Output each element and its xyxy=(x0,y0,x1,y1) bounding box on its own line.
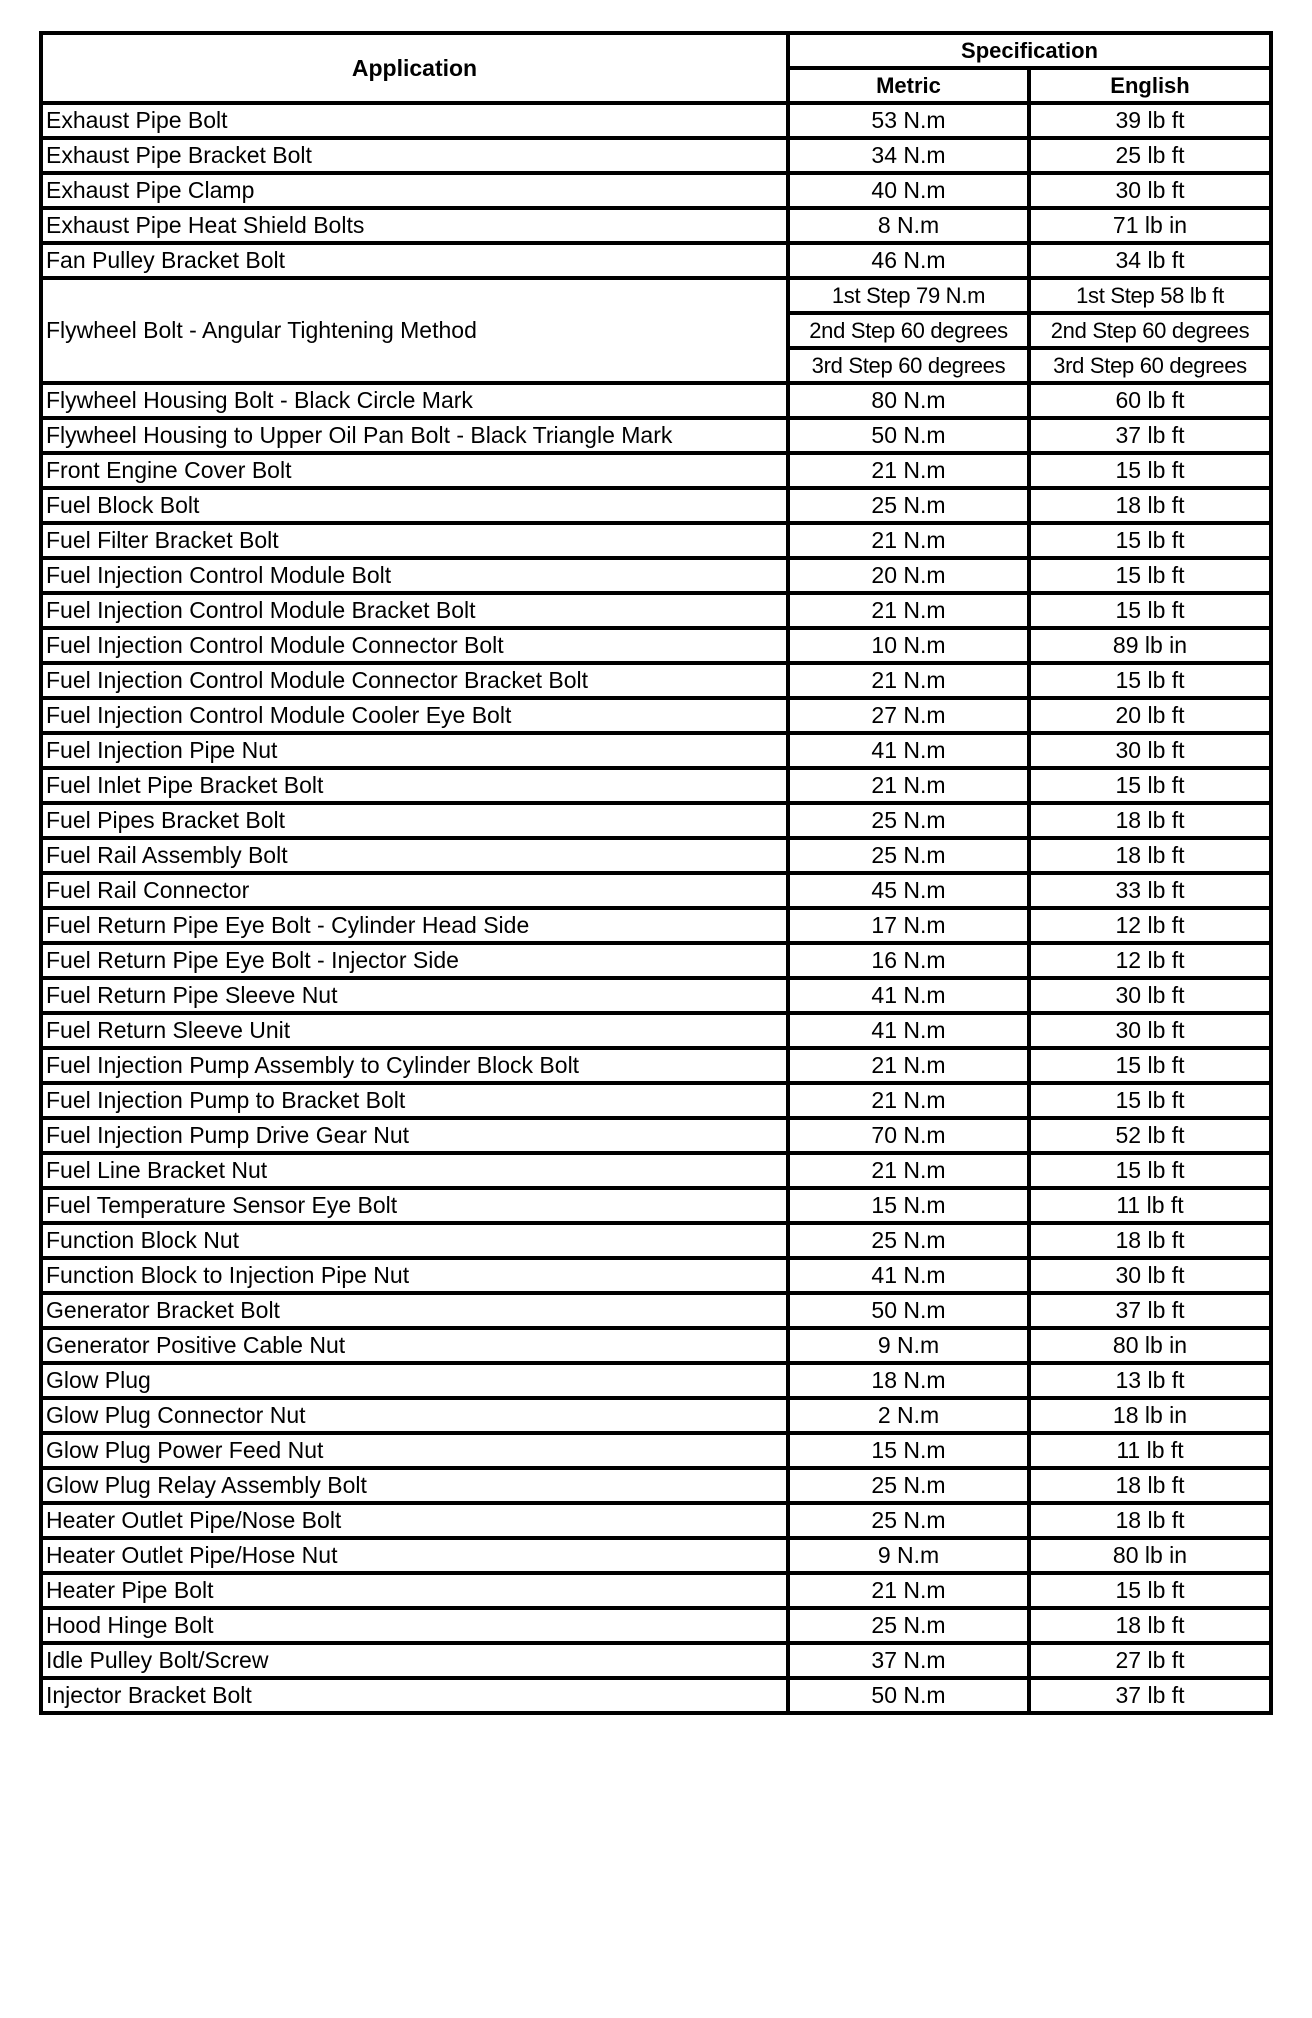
table-row xyxy=(41,1468,1271,1503)
metric-cell: 20 N.m xyxy=(788,558,1029,593)
metric-cell: 50 N.m xyxy=(788,1293,1029,1328)
table-row xyxy=(41,628,1271,663)
table-row xyxy=(41,943,1271,978)
application-cell: Fuel Injection Control Module Bolt xyxy=(41,558,788,593)
metric-cell: 25 N.m xyxy=(788,1223,1029,1258)
table-row xyxy=(41,768,1271,803)
application-cell: Flywheel Bolt - Angular Tightening Method xyxy=(41,278,788,383)
metric-cell: 21 N.m xyxy=(788,523,1029,558)
metric-cell: 25 N.m xyxy=(788,1608,1029,1643)
english-cell: 27 lb ft xyxy=(1029,1643,1271,1678)
application-cell: Fuel Return Pipe Eye Bolt - Cylinder Head Side xyxy=(41,908,788,943)
application-cell: Function Block to Injection Pipe Nut xyxy=(41,1258,788,1293)
table-row xyxy=(41,453,1271,488)
english-cell: 30 lb ft xyxy=(1029,733,1271,768)
english-cell: 15 lb ft xyxy=(1029,1153,1271,1188)
metric-cell: 41 N.m xyxy=(788,978,1029,1013)
table-row xyxy=(41,1573,1271,1608)
application-cell: Glow Plug Relay Assembly Bolt xyxy=(41,1468,788,1503)
metric-cell: 80 N.m xyxy=(788,383,1029,418)
application-cell: Fuel Block Bolt xyxy=(41,488,788,523)
application-cell: Fuel Inlet Pipe Bracket Bolt xyxy=(41,768,788,803)
application-cell: Fuel Injection Control Module Bracket Bolt xyxy=(41,593,788,628)
metric-cell: 18 N.m xyxy=(788,1363,1029,1398)
metric-cell: 21 N.m xyxy=(788,768,1029,803)
table-row xyxy=(41,1328,1271,1363)
application-cell: Fuel Rail Assembly Bolt xyxy=(41,838,788,873)
table-row xyxy=(41,173,1271,208)
table-row xyxy=(41,138,1271,173)
table-row xyxy=(41,838,1271,873)
metric-cell: 21 N.m xyxy=(788,1048,1029,1083)
application-cell: Glow Plug Connector Nut xyxy=(41,1398,788,1433)
table-row-flywheel-step xyxy=(41,278,1271,313)
application-cell: Generator Bracket Bolt xyxy=(41,1293,788,1328)
metric-cell: 45 N.m xyxy=(788,873,1029,908)
table-row xyxy=(41,103,1271,138)
metric-cell: 40 N.m xyxy=(788,173,1029,208)
application-cell: Function Block Nut xyxy=(41,1223,788,1258)
english-cell: 11 lb ft xyxy=(1029,1433,1271,1468)
table-row xyxy=(41,1678,1271,1713)
application-cell: Exhaust Pipe Bracket Bolt xyxy=(41,138,788,173)
metric-cell: 25 N.m xyxy=(788,488,1029,523)
specification-header: Specification xyxy=(788,33,1271,68)
english-header: English xyxy=(1029,68,1271,103)
metric-cell: 25 N.m xyxy=(788,838,1029,873)
english-cell: 80 lb in xyxy=(1029,1538,1271,1573)
metric-cell: 21 N.m xyxy=(788,593,1029,628)
english-cell: 34 lb ft xyxy=(1029,243,1271,278)
table-row xyxy=(41,978,1271,1013)
metric-cell: 46 N.m xyxy=(788,243,1029,278)
metric-cell: 41 N.m xyxy=(788,1013,1029,1048)
header-row-top xyxy=(41,33,1271,68)
english-cell: 2nd Step 60 degrees xyxy=(1029,313,1271,348)
english-cell: 15 lb ft xyxy=(1029,768,1271,803)
english-cell: 15 lb ft xyxy=(1029,593,1271,628)
application-cell: Fuel Injection Control Module Connector Bolt xyxy=(41,628,788,663)
table-row xyxy=(41,1433,1271,1468)
english-cell: 33 lb ft xyxy=(1029,873,1271,908)
application-header: Application xyxy=(41,33,788,103)
english-cell: 89 lb in xyxy=(1029,628,1271,663)
table-row xyxy=(41,908,1271,943)
table-row xyxy=(41,593,1271,628)
metric-cell: 21 N.m xyxy=(788,663,1029,698)
english-cell: 30 lb ft xyxy=(1029,978,1271,1013)
metric-header: Metric xyxy=(788,68,1029,103)
application-cell: Injector Bracket Bolt xyxy=(41,1678,788,1713)
table-row xyxy=(41,803,1271,838)
table-row xyxy=(41,1503,1271,1538)
application-cell: Fuel Injection Pump to Bracket Bolt xyxy=(41,1083,788,1118)
metric-cell: 50 N.m xyxy=(788,1678,1029,1713)
application-cell: Front Engine Cover Bolt xyxy=(41,453,788,488)
english-cell: 30 lb ft xyxy=(1029,173,1271,208)
english-cell: 71 lb in xyxy=(1029,208,1271,243)
table-row xyxy=(41,523,1271,558)
english-cell: 20 lb ft xyxy=(1029,698,1271,733)
metric-cell: 41 N.m xyxy=(788,733,1029,768)
application-cell: Fuel Filter Bracket Bolt xyxy=(41,523,788,558)
table-row xyxy=(41,1048,1271,1083)
metric-cell: 34 N.m xyxy=(788,138,1029,173)
metric-cell: 1st Step 79 N.m xyxy=(788,278,1029,313)
metric-cell: 70 N.m xyxy=(788,1118,1029,1153)
english-cell: 15 lb ft xyxy=(1029,1573,1271,1608)
application-cell: Fan Pulley Bracket Bolt xyxy=(41,243,788,278)
table-row xyxy=(41,663,1271,698)
table-row xyxy=(41,243,1271,278)
english-cell: 15 lb ft xyxy=(1029,663,1271,698)
application-cell: Heater Outlet Pipe/Hose Nut xyxy=(41,1538,788,1573)
application-cell: Generator Positive Cable Nut xyxy=(41,1328,788,1363)
table-row xyxy=(41,873,1271,908)
metric-cell: 3rd Step 60 degrees xyxy=(788,348,1029,383)
table-row xyxy=(41,1258,1271,1293)
table-row xyxy=(41,1118,1271,1153)
table-row xyxy=(41,1538,1271,1573)
english-cell: 18 lb ft xyxy=(1029,1608,1271,1643)
english-cell: 13 lb ft xyxy=(1029,1363,1271,1398)
metric-cell: 17 N.m xyxy=(788,908,1029,943)
metric-cell: 21 N.m xyxy=(788,1153,1029,1188)
application-cell: Heater Outlet Pipe/Nose Bolt xyxy=(41,1503,788,1538)
english-cell: 15 lb ft xyxy=(1029,1048,1271,1083)
metric-cell: 2 N.m xyxy=(788,1398,1029,1433)
application-cell: Fuel Rail Connector xyxy=(41,873,788,908)
metric-cell: 8 N.m xyxy=(788,208,1029,243)
table-header xyxy=(41,33,1271,103)
metric-cell: 41 N.m xyxy=(788,1258,1029,1293)
english-cell: 18 lb ft xyxy=(1029,488,1271,523)
english-cell: 15 lb ft xyxy=(1029,558,1271,593)
metric-cell: 21 N.m xyxy=(788,1573,1029,1608)
english-cell: 18 lb in xyxy=(1029,1398,1271,1433)
table-row xyxy=(41,418,1271,453)
english-cell: 80 lb in xyxy=(1029,1328,1271,1363)
table-row xyxy=(41,733,1271,768)
application-cell: Fuel Return Pipe Eye Bolt - Injector Side xyxy=(41,943,788,978)
application-cell: Fuel Injection Pump Drive Gear Nut xyxy=(41,1118,788,1153)
metric-cell: 16 N.m xyxy=(788,943,1029,978)
metric-cell: 10 N.m xyxy=(788,628,1029,663)
english-cell: 37 lb ft xyxy=(1029,1293,1271,1328)
table-body xyxy=(41,103,1271,1713)
table-row xyxy=(41,1188,1271,1223)
table-row xyxy=(41,383,1271,418)
metric-cell: 15 N.m xyxy=(788,1188,1029,1223)
table-row xyxy=(41,1363,1271,1398)
application-cell: Flywheel Housing Bolt - Black Circle Mark xyxy=(41,383,788,418)
english-cell: 25 lb ft xyxy=(1029,138,1271,173)
application-cell: Exhaust Pipe Clamp xyxy=(41,173,788,208)
metric-cell: 25 N.m xyxy=(788,1503,1029,1538)
application-cell: Fuel Injection Pump Assembly to Cylinder Block Bolt xyxy=(41,1048,788,1083)
application-cell: Fuel Injection Control Module Connector Bracket Bolt xyxy=(41,663,788,698)
application-cell: Fuel Temperature Sensor Eye Bolt xyxy=(41,1188,788,1223)
application-cell: Fuel Return Sleeve Unit xyxy=(41,1013,788,1048)
application-cell: Hood Hinge Bolt xyxy=(41,1608,788,1643)
english-cell: 37 lb ft xyxy=(1029,1678,1271,1713)
table-row xyxy=(41,1398,1271,1433)
application-cell: Fuel Injection Pipe Nut xyxy=(41,733,788,768)
english-cell: 15 lb ft xyxy=(1029,1083,1271,1118)
application-cell: Exhaust Pipe Heat Shield Bolts xyxy=(41,208,788,243)
english-cell: 1st Step 58 lb ft xyxy=(1029,278,1271,313)
english-cell: 12 lb ft xyxy=(1029,908,1271,943)
metric-cell: 27 N.m xyxy=(788,698,1029,733)
english-cell: 39 lb ft xyxy=(1029,103,1271,138)
metric-cell: 2nd Step 60 degrees xyxy=(788,313,1029,348)
english-cell: 18 lb ft xyxy=(1029,803,1271,838)
english-cell: 30 lb ft xyxy=(1029,1258,1271,1293)
metric-cell: 25 N.m xyxy=(788,1468,1029,1503)
table-row xyxy=(41,1223,1271,1258)
english-cell: 15 lb ft xyxy=(1029,453,1271,488)
english-cell: 3rd Step 60 degrees xyxy=(1029,348,1271,383)
english-cell: 18 lb ft xyxy=(1029,1468,1271,1503)
metric-cell: 21 N.m xyxy=(788,1083,1029,1118)
metric-cell: 9 N.m xyxy=(788,1328,1029,1363)
metric-cell: 37 N.m xyxy=(788,1643,1029,1678)
metric-cell: 53 N.m xyxy=(788,103,1029,138)
table-row xyxy=(41,698,1271,733)
english-cell: 60 lb ft xyxy=(1029,383,1271,418)
english-cell: 30 lb ft xyxy=(1029,1013,1271,1048)
english-cell: 11 lb ft xyxy=(1029,1188,1271,1223)
application-cell: Fuel Injection Control Module Cooler Eye Bolt xyxy=(41,698,788,733)
metric-cell: 50 N.m xyxy=(788,418,1029,453)
table-row xyxy=(41,1153,1271,1188)
application-cell: Exhaust Pipe Bolt xyxy=(41,103,788,138)
table-row xyxy=(41,1608,1271,1643)
english-cell: 12 lb ft xyxy=(1029,943,1271,978)
table-row xyxy=(41,1083,1271,1118)
metric-cell: 21 N.m xyxy=(788,453,1029,488)
application-cell: Fuel Return Pipe Sleeve Nut xyxy=(41,978,788,1013)
english-cell: 18 lb ft xyxy=(1029,1503,1271,1538)
metric-cell: 25 N.m xyxy=(788,803,1029,838)
english-cell: 18 lb ft xyxy=(1029,838,1271,873)
english-cell: 15 lb ft xyxy=(1029,523,1271,558)
application-cell: Glow Plug Power Feed Nut xyxy=(41,1433,788,1468)
english-cell: 18 lb ft xyxy=(1029,1223,1271,1258)
table-row xyxy=(41,1643,1271,1678)
metric-cell: 9 N.m xyxy=(788,1538,1029,1573)
table-row xyxy=(41,488,1271,523)
metric-cell: 15 N.m xyxy=(788,1433,1029,1468)
table-row xyxy=(41,1013,1271,1048)
application-cell: Idle Pulley Bolt/Screw xyxy=(41,1643,788,1678)
table-row xyxy=(41,1293,1271,1328)
application-cell: Glow Plug xyxy=(41,1363,788,1398)
table-row xyxy=(41,558,1271,593)
english-cell: 52 lb ft xyxy=(1029,1118,1271,1153)
application-cell: Fuel Pipes Bracket Bolt xyxy=(41,803,788,838)
torque-specification-table xyxy=(39,31,1273,1715)
application-cell: Flywheel Housing to Upper Oil Pan Bolt - Black Triangle Mark xyxy=(41,418,788,453)
application-cell: Fuel Line Bracket Nut xyxy=(41,1153,788,1188)
table-row xyxy=(41,208,1271,243)
english-cell: 37 lb ft xyxy=(1029,418,1271,453)
application-cell: Heater Pipe Bolt xyxy=(41,1573,788,1608)
